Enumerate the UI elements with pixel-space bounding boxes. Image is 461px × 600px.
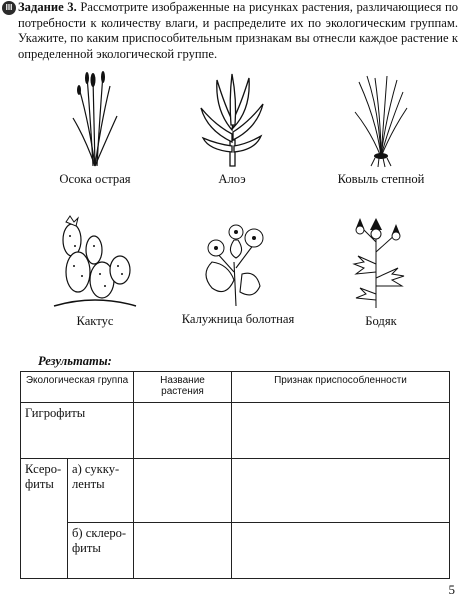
answer-cell[interactable] [134, 403, 232, 459]
task-label: Задание 3. [18, 0, 77, 14]
plant-feather-grass [306, 72, 456, 187]
row-label-xerophytes: Ксеро-фиты [21, 459, 68, 579]
plant-aloe [157, 70, 307, 187]
plant-sedge [20, 68, 170, 187]
task-intro [5, 0, 459, 62]
answer-cell[interactable] [232, 403, 450, 459]
cactus-drawing-icon [50, 210, 140, 310]
plant-cactus [20, 210, 170, 329]
sedge-drawing-icon [65, 68, 125, 168]
answer-cell[interactable] [232, 459, 450, 523]
plant-caption: Бодяк [365, 314, 397, 328]
marsh-marigold-drawing-icon [198, 212, 278, 308]
plant-caption: Калужница болотная [181, 312, 295, 326]
plant-thistle [306, 212, 456, 329]
results-table [20, 371, 450, 579]
thistle-drawing-icon [346, 212, 416, 310]
plant-caption: Осока острая [59, 172, 131, 186]
table-header-row [21, 372, 450, 403]
header-ecological-group: Экологическая группа [21, 372, 134, 403]
task-number-badge: III [2, 1, 16, 15]
answer-cell[interactable] [134, 523, 232, 579]
answer-cell[interactable] [134, 459, 232, 523]
plant-caption: Ковыль степной [337, 172, 425, 186]
aloe-drawing-icon [197, 70, 267, 168]
row-label-hygrophytes: Гигрофиты [21, 403, 134, 459]
results-label: Результаты: [38, 354, 112, 368]
header-plant-name: Название растения [134, 372, 232, 403]
header-adaptation-feature: Признак приспособленности [232, 372, 450, 403]
plant-marsh-marigold [163, 212, 313, 327]
plant-caption: Алоэ [218, 172, 246, 186]
row-label-succulents: а) сукку-ленты [68, 459, 134, 523]
table-row [21, 459, 450, 523]
task-text: Рассмотрите изображенные на рисунках растения, различающиеся по потребности к количеству влаги, и распределите их по экологическим группам. Укажите, по каким приспособительным признакам вы отнесли каждое растение к определенной экологической группе. [18, 0, 459, 61]
table-row [21, 403, 450, 459]
feather-grass-drawing-icon [351, 72, 411, 168]
row-label-sclerophytes: б) склеро-фиты [68, 523, 134, 579]
table-row [21, 523, 450, 579]
plant-caption: Кактус [76, 314, 114, 328]
answer-cell[interactable] [232, 523, 450, 579]
page-number: 5 [448, 582, 455, 597]
